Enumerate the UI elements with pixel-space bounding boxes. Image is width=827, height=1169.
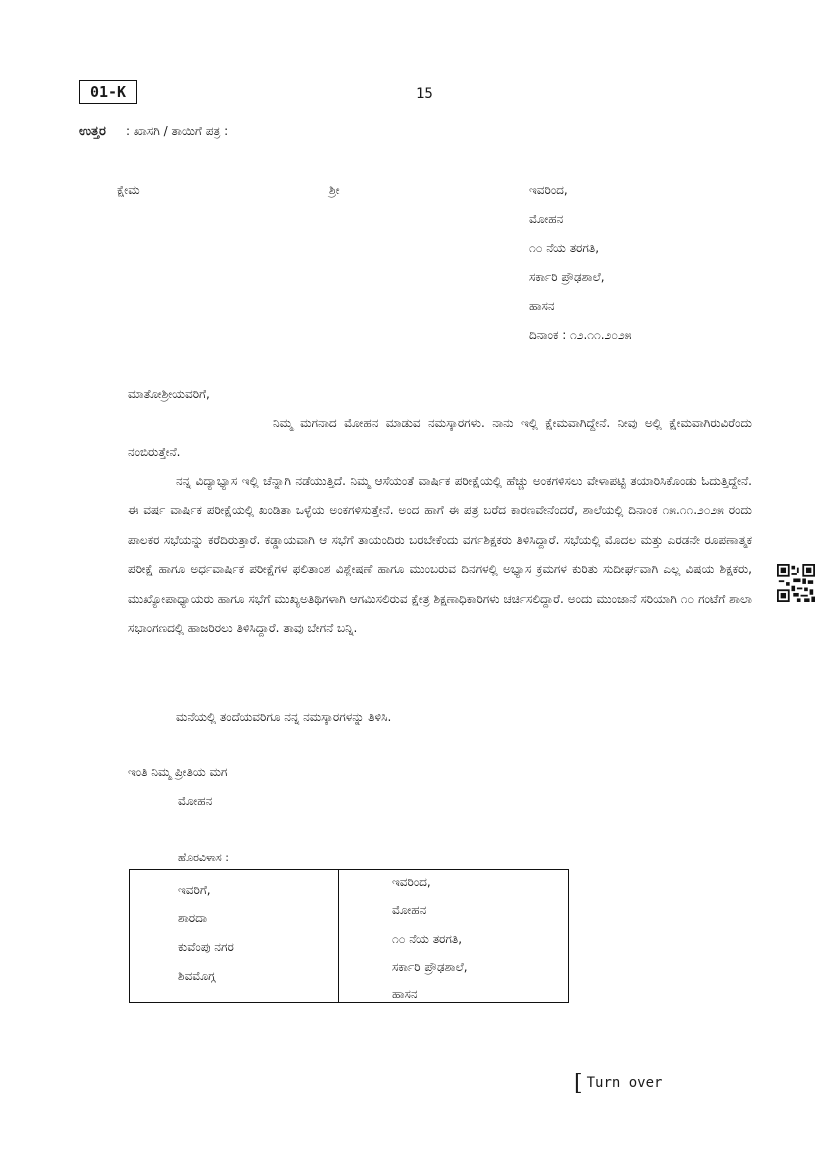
letter-shri: ಶ್ರೀ (329, 183, 340, 197)
to-address-line: ಶಿವಮೊಗ್ಗ (178, 969, 216, 983)
from-address-line: ೧೦ ನೆಯ ತರಗತಿ, (392, 932, 463, 946)
paragraph-3: ಮನೆಯಲ್ಲಿ ತಂದೆಯವರಿಗೂ ನನ್ನ ನಮಸ್ಕಾರಗಳನ್ನು ತಿಳಿಸಿ. (176, 710, 392, 724)
salutation: ಮಾತೋಶ್ರೀಯವರಿಗೆ, (128, 387, 210, 401)
sender-line: ಮೋಹನ (529, 212, 564, 226)
envelope-label: ಹೊರವಿಳಾಸ : (178, 851, 229, 864)
answer-label: ಉತ್ತರ (79, 124, 106, 139)
turn-over-note (574, 1068, 663, 1096)
to-address-line: ಶಾರದಾ (178, 911, 208, 925)
sender-line: ಸರ್ಕಾರಿ ಪ್ರೌಢಶಾಲೆ, (529, 270, 605, 284)
bracket-glyph: [ (574, 1071, 583, 1096)
sender-line: ಇವರಿಂದ, (529, 183, 568, 197)
closing-name: ಮೋಹನ (178, 794, 213, 808)
qr-code-icon (777, 564, 815, 602)
from-address-line: ಹಾಸನ (392, 987, 418, 1001)
page-number: 15 (416, 86, 433, 102)
question-code-box (79, 80, 137, 104)
from-address-line: ಇವರಿಂದ, (392, 875, 431, 889)
closing-line: ಇಂತಿ ನಿಮ್ಮ ಪ್ರೀತಿಯ ಮಗ (128, 765, 228, 779)
turn-over-text: Turn over (586, 1075, 663, 1091)
from-address-line: ಸರ್ಕಾರಿ ಪ್ರೌಢಶಾಲೆ, (392, 960, 468, 974)
envelope-divider (338, 870, 339, 1002)
paragraph-2: ನನ್ನ ವಿದ್ಯಾಭ್ಯಾಸ ಇಲ್ಲಿ ಚೆನ್ನಾಗಿ ನಡೆಯುತ್ತಿದೆ. ನಿಮ್ಮ ಆಸೆಯಂತೆ ವಾರ್ಷಿಕ ಪರೀಕ್ಷೆಯಲ್ಲಿ ಹೆಚ್ಚು ಅಂಕಗಳಿಸಲು ವೇಳಾಪಟ್ಟಿ ತಯಾರಿಸಿಕೊಂಡು ಓದುತ್ತಿದ್ದೇನೆ. ಈ ವರ್ಷ ವಾರ್ಷಿಕ ಪರೀಕ್ಷೆಯಲ್ಲಿ ಖಂಡಿತಾ ಒಳ್ಳೆಯ ಅಂಕಗಳಿಸುತ್ತೇನೆ. ಅಂದ ಹಾಗೆ ಈ ಪತ್ರ ಬರೆದ ಕಾರಣವೇನೆಂದರೆ, ಶಾಲೆಯಲ್ಲಿ ದಿನಾಂಕ ೧೫.೧೧.೨೦೨೫ ರಂದು ಪಾಲಕರ ಸಭೆಯನ್ನು ಕರೆದಿರುತ್ತಾರೆ. ಕಡ್ಡಾಯವಾಗಿ ಆ ಸಭೆಗೆ ತಾಯಂದಿರು ಬರಬೇಕೆಂದು ವರ್ಗಶಿಕ್ಷಕರು ತಿಳಿಸಿದ್ದಾರೆ. ಸಭೆಯಲ್ಲಿ ಮೊದಲ ಮತ್ತು ಎರಡನೇ ರೂಪಣಾತ್ಮಕ ಪರೀಕ್ಷೆ ಹಾಗೂ ಅರ್ಧವಾರ್ಷಿಕ ಪರೀಕ್ಷೆಗಳ ಫಲಿತಾಂಶ ವಿಶ್ಲೇಷಣೆ ಹಾಗೂ ಮುಂಬರುವ ದಿನಗಳಲ್ಲಿ ಅಭ್ಯಾಸ ಕ್ರಮಗಳ ಕುರಿತು ಸುದೀರ್ಘವಾಗಿ ಎಲ್ಲ ವಿಷಯ ಶಿಕ್ಷಕರು, ಮುಖ್ಯೋಪಾಧ್ಯಾಯರು ಹಾಗೂ ಸಭೆಗೆ ಮುಖ್ಯಅತಿಥಿಗಳಾಗಿ ಆಗಮಿಸಲಿರುವ ಕ್ಷೇತ್ರ ಶಿಕ್ಷಣಾಧಿಕಾರಿಗಳು ಚರ್ಚಿಸಲಿದ್ದಾರೆ. ಅಂದು ಮುಂಜಾನೆ ಸರಿಯಾಗಿ ೧೦ ಗಂಟೆಗೆ ಶಾಲಾ ಸಭಾಂಗಣದಲ್ಲಿ ಹಾಜರಿರಲು ತಿಳಿಸಿದ್ದಾರೆ. ತಾವು ಬೇಗನೆ ಬನ್ನಿ. (128, 474, 752, 636)
question-code: 01-K (89, 83, 127, 101)
from-address-line: ಮೋಹನ (392, 903, 427, 917)
to-address-line: ಇವರಿಗೆ, (178, 883, 211, 897)
paragraph-1: ನಿಮ್ಮ ಮಗನಾದ ಮೋಹನ ಮಾಡುವ ನಮಸ್ಕಾರಗಳು. ನಾನು ಇಲ್ಲಿ ಕ್ಷೇಮವಾಗಿದ್ದೇನೆ. ನೀವು ಅಲ್ಲಿ ಕ್ಷೇಮವಾಗಿರುವಿರೆಂದು ನಂಬಿರುತ್ತೇನೆ. (128, 416, 752, 460)
envelope-address-box (129, 869, 569, 1003)
to-address-line: ಕುವೆಂಪು ನಗರ (178, 940, 234, 954)
answer-title: : ಖಾಸಗಿ / ತಾಯಿಗೆ ಪತ್ರ : (126, 124, 229, 138)
letter-date: ದಿನಾಂಕ : ೧೨.೧೧.೨೦೨೫ (529, 328, 632, 342)
letter-kshema: ಕ್ಷೇಮ (117, 183, 140, 197)
sender-line: ೧೦ ನೆಯ ತರಗತಿ, (529, 241, 600, 255)
sender-line: ಹಾಸನ (529, 299, 555, 313)
